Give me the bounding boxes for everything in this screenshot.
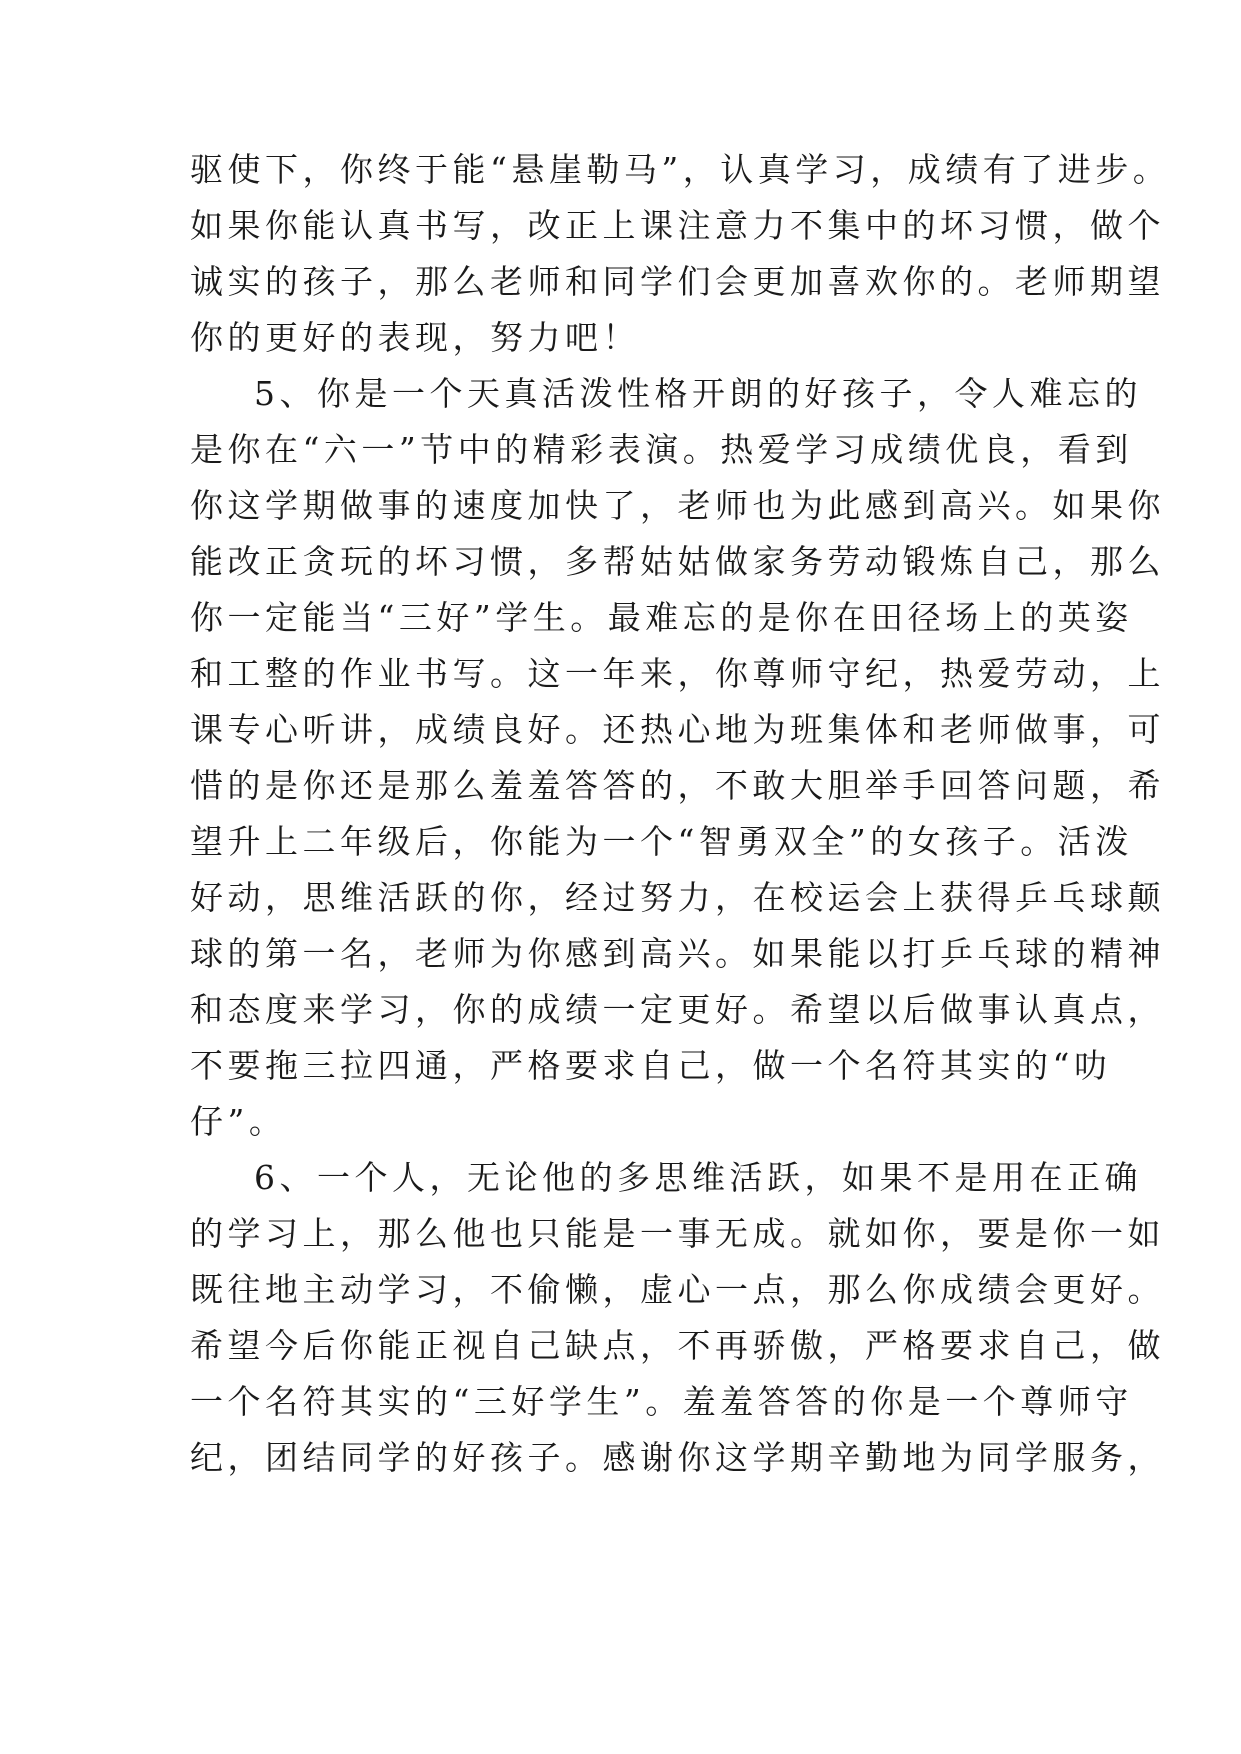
paragraph-5-start: 5、你是一个天真活泼性格开朗的好孩子，令人难忘的 — [254, 374, 1142, 413]
text-line: 不要拖三拉四通，严格要求自己，做一个名符其实的“叻 — [190, 1046, 1112, 1085]
text-line: 球的第一名，老师为你感到高兴。如果能以打乒乓球的精神 — [190, 934, 1165, 973]
text-line: 纪，团结同学的好孩子。感谢你这学期辛勤地为同学服务， — [190, 1438, 1165, 1477]
text-line: 你的更好的表现，努力吧！ — [190, 318, 640, 357]
text-line: 望升上二年级后，你能为一个“智勇双全”的女孩子。活泼 — [190, 822, 1133, 861]
text-line: 既往地主动学习，不偷懒，虚心一点，那么你成绩会更好。 — [190, 1270, 1165, 1309]
text-line: 和工整的作业书写。这一年来，你尊师守纪，热爱劳动，上 — [190, 654, 1165, 693]
text-line: 仔”。 — [190, 1102, 287, 1141]
text-line: 希望今后你能正视自己缺点，不再骄傲，严格要求自己，做 — [190, 1326, 1165, 1365]
text-line: 你一定能当“三好”学生。最难忘的是你在田径场上的英姿 — [190, 598, 1133, 637]
paragraph-6-start: 6、一个人，无论他的多思维活跃，如果不是用在正确 — [254, 1158, 1142, 1197]
text-line: 驱使下，你终于能“悬崖勒马”，认真学习，成绩有了进步。 — [190, 150, 1171, 189]
text-line: 如果你能认真书写，改正上课注意力不集中的坏习惯，做个 — [190, 206, 1165, 245]
text-line: 的学习上，那么他也只能是一事无成。就如你，要是你一如 — [190, 1214, 1165, 1253]
text-line: 诚实的孩子，那么老师和同学们会更加喜欢你的。老师期望 — [190, 262, 1165, 301]
text-line: 好动，思维活跃的你，经过努力，在校运会上获得乒乓球颠 — [190, 878, 1165, 917]
text-line: 是你在“六一”节中的精彩表演。热爱学习成绩优良，看到 — [190, 430, 1133, 469]
text-line: 和态度来学习，你的成绩一定更好。希望以后做事认真点， — [190, 990, 1165, 1029]
text-line: 能改正贪玩的坏习惯，多帮姑姑做家务劳动锻炼自己，那么 — [190, 542, 1165, 581]
text-line: 惜的是你还是那么羞羞答答的，不敢大胆举手回答问题，希 — [190, 766, 1165, 805]
text-line: 一个名符其实的“三好学生”。羞羞答答的你是一个尊师守 — [190, 1382, 1133, 1421]
text-line: 课专心听讲，成绩良好。还热心地为班集体和老师做事，可 — [190, 710, 1165, 749]
text-line: 你这学期做事的速度加快了，老师也为此感到高兴。如果你 — [190, 486, 1165, 525]
